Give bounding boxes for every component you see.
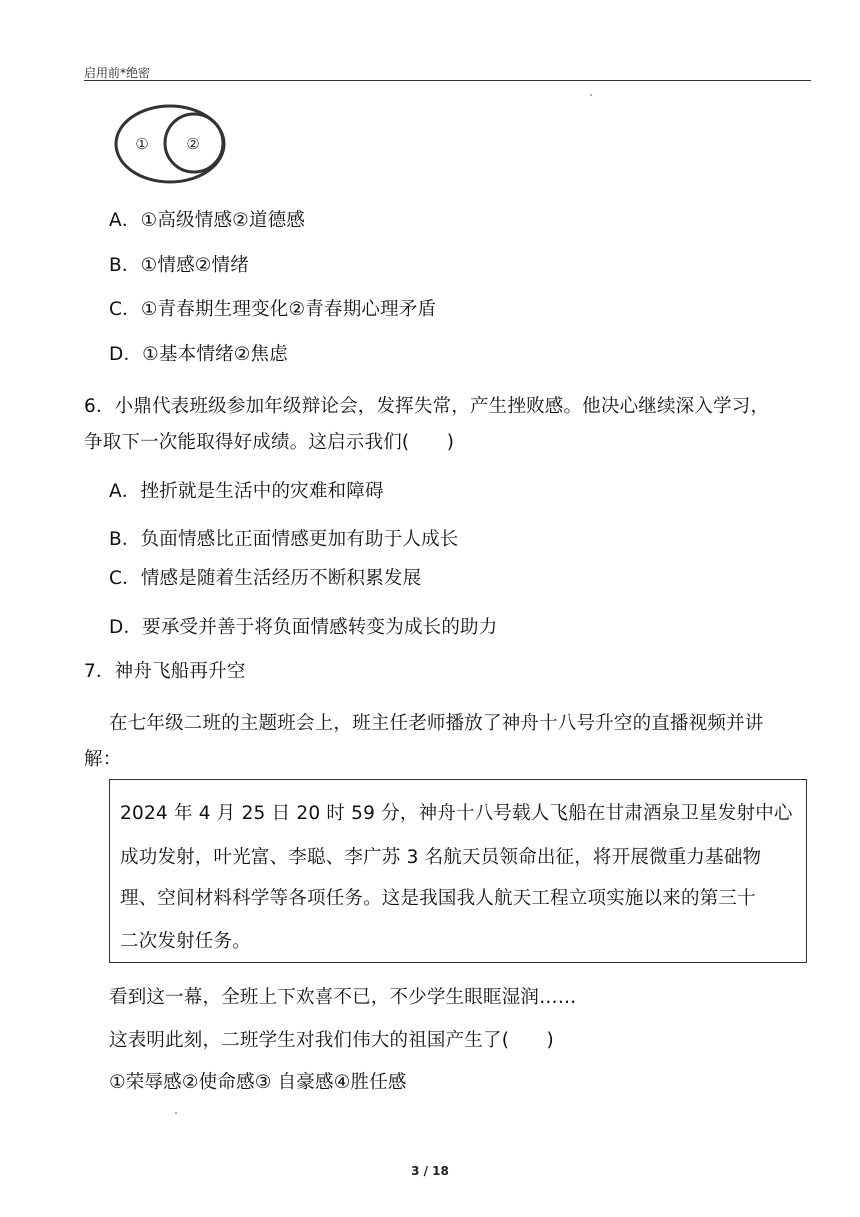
q7-question: 这表明此刻，二班学生对我们伟大的祖国产生了( ) bbox=[109, 1030, 554, 1051]
q6-stem-line2: 争取下一次能取得好成绩。这启示我们( ) bbox=[84, 432, 455, 453]
q6-stem-line1: 6．小鼎代表班级参加年级辩论会，发挥失常，产生挫败感。他决心继续深入学习， bbox=[84, 396, 770, 417]
outer-circle-label: ① bbox=[135, 135, 149, 153]
material-line3: 理、空间材料科学等各项任务。这是我国我人航天工程立项实施以来的第三十 bbox=[120, 888, 756, 909]
q7-intro-line2: 解： bbox=[84, 749, 122, 770]
q5-option-c: C．①青春期生理变化②青春期心理矛盾 bbox=[109, 299, 437, 320]
q6-option-a: A．挫折就是生活中的灾难和障碍 bbox=[109, 481, 384, 502]
q6-option-c: C．情感是随着生活经历不断积累发展 bbox=[109, 568, 422, 589]
q7-title: 7．神舟飞船再升空 bbox=[84, 661, 246, 682]
q5-option-d: D．①基本情绪②焦虑 bbox=[109, 344, 288, 365]
q5-option-b: B．①情感②情绪 bbox=[109, 255, 249, 276]
q5-option-a: A．①高级情感②道德感 bbox=[109, 210, 306, 231]
q6-option-d: D．要承受并善于将负面情感转变为成长的助力 bbox=[109, 617, 498, 638]
venn-diagram bbox=[113, 103, 233, 187]
page-number: 3 / 18 bbox=[411, 1164, 449, 1178]
material-line4: 二次发射任务。 bbox=[120, 931, 251, 952]
q6-option-b: B．负面情感比正面情感更加有助于人成长 bbox=[109, 529, 459, 550]
q7-choices: ①荣辱感②使命感③ 自豪感④胜任感 bbox=[109, 1072, 407, 1093]
scan-speck bbox=[590, 94, 592, 96]
header-divider bbox=[84, 80, 811, 81]
inner-circle-label: ② bbox=[186, 135, 200, 153]
q7-after-text: 看到这一幕，全班上下欢喜不已，不少学生眼眶湿润…… bbox=[109, 987, 577, 1008]
material-line1: 2024 年 4 月 25 日 20 时 59 分，神舟十八号载人飞船在甘肃酒泉卫星发射中心 bbox=[120, 803, 793, 824]
scan-speck bbox=[175, 1112, 177, 1114]
q7-intro-line1: 在七年级二班的主题班会上，班主任老师播放了神舟十八号升空的直播视频并讲 bbox=[109, 713, 764, 734]
header-text: 启用前*绝密 bbox=[84, 66, 151, 80]
material-line2: 成功发射，叶光富、李聪、李广苏 3 名航天员领命出征，将开展微重力基础物 bbox=[120, 847, 762, 868]
